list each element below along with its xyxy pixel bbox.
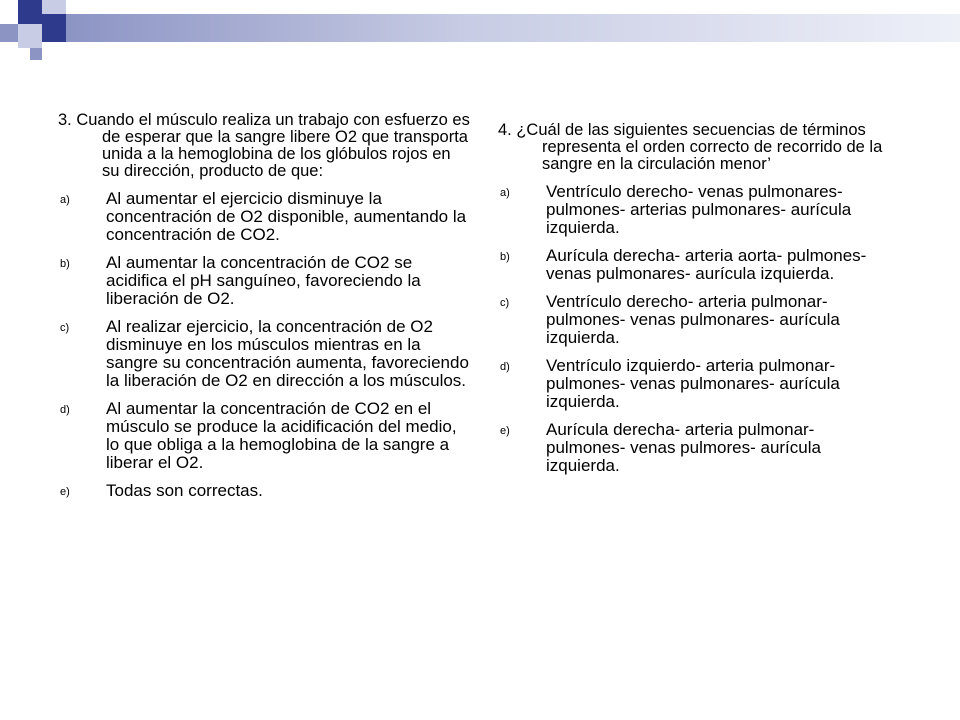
question-3-option-c [58, 318, 472, 390]
header-gradient-bar [66, 14, 960, 42]
question-4-option-e [498, 421, 888, 475]
option-letter: c) [500, 297, 510, 309]
option-text: Ventrículo izquierdo- arteria pulmonar- pulmones- venas pulmonares- aurícula izquierda. [546, 356, 840, 411]
header-square [18, 0, 42, 24]
option-letter: b) [500, 251, 510, 263]
option-text: Ventrículo derecho- arteria pulmonar- pulmones- venas pulmonares- aurícula izquierda. [546, 292, 840, 347]
option-text: Aurícula derecha- arteria pulmonar- pulmones- venas pulmores- aurícula izquierda. [546, 420, 821, 475]
question-3 [58, 112, 472, 510]
question-4 [498, 122, 888, 485]
question-3-text: 3. Cuando el músculo realiza un trabajo con esfuerzo es de esperar que la sangre libere O2 que transporta unida a la hemoglobina de los glóbulos rojos en su dirección, producto de que: [58, 111, 470, 180]
question-3-option-b [58, 254, 472, 308]
question-4-text: 4. ¿Cuál de las siguientes secuencias de términos representa el orden correcto de recorrido de la sangre en la circulación menor’ [498, 121, 883, 173]
option-text: Al realizar ejercicio, la concentración de O2 disminuye en los músculos mientras en la sangre su concentración aumenta, favoreciendo la liberación de O2 en dirección a los músculos. [106, 317, 469, 390]
option-letter: e) [60, 486, 70, 498]
header-square [30, 48, 42, 60]
question-3-option-e [58, 482, 472, 500]
option-letter: e) [500, 425, 510, 437]
header-square [42, 14, 66, 42]
option-text: Aurícula derecha- arteria aorta- pulmones- venas pulmonares- aurícula izquierda. [546, 246, 867, 283]
option-text: Todas son correctas. [106, 481, 263, 500]
question-4-option-b [498, 247, 888, 283]
question-4-option-c [498, 293, 888, 347]
option-letter: a) [500, 187, 510, 199]
option-text: Al aumentar la concentración de CO2 en el músculo se produce la acidificación del medio, lo que obliga a la hemoglobina de la sangre a liberar el O2. [106, 399, 457, 472]
header-square [0, 24, 18, 42]
option-text: Al aumentar la concentración de CO2 se acidifica el pH sanguíneo, favoreciendo la liberación de O2. [106, 253, 421, 308]
option-letter: b) [60, 258, 70, 270]
option-letter: c) [60, 322, 70, 334]
option-text: Al aumentar el ejercicio disminuye la concentración de O2 disponible, aumentando la concentración de CO2. [106, 189, 467, 244]
question-3-option-d [58, 400, 472, 472]
option-letter: a) [60, 194, 70, 206]
header-square [42, 0, 66, 14]
option-text: Ventrículo derecho- venas pulmonares- pulmones- arterias pulmonares- aurícula izquierda. [546, 182, 852, 237]
question-4-option-d [498, 357, 888, 411]
header-square [18, 24, 42, 48]
question-4-option-a [498, 183, 888, 237]
option-letter: d) [60, 404, 70, 416]
question-3-option-a [58, 190, 472, 244]
slide-header-decoration [0, 0, 960, 60]
option-letter: d) [500, 361, 510, 373]
